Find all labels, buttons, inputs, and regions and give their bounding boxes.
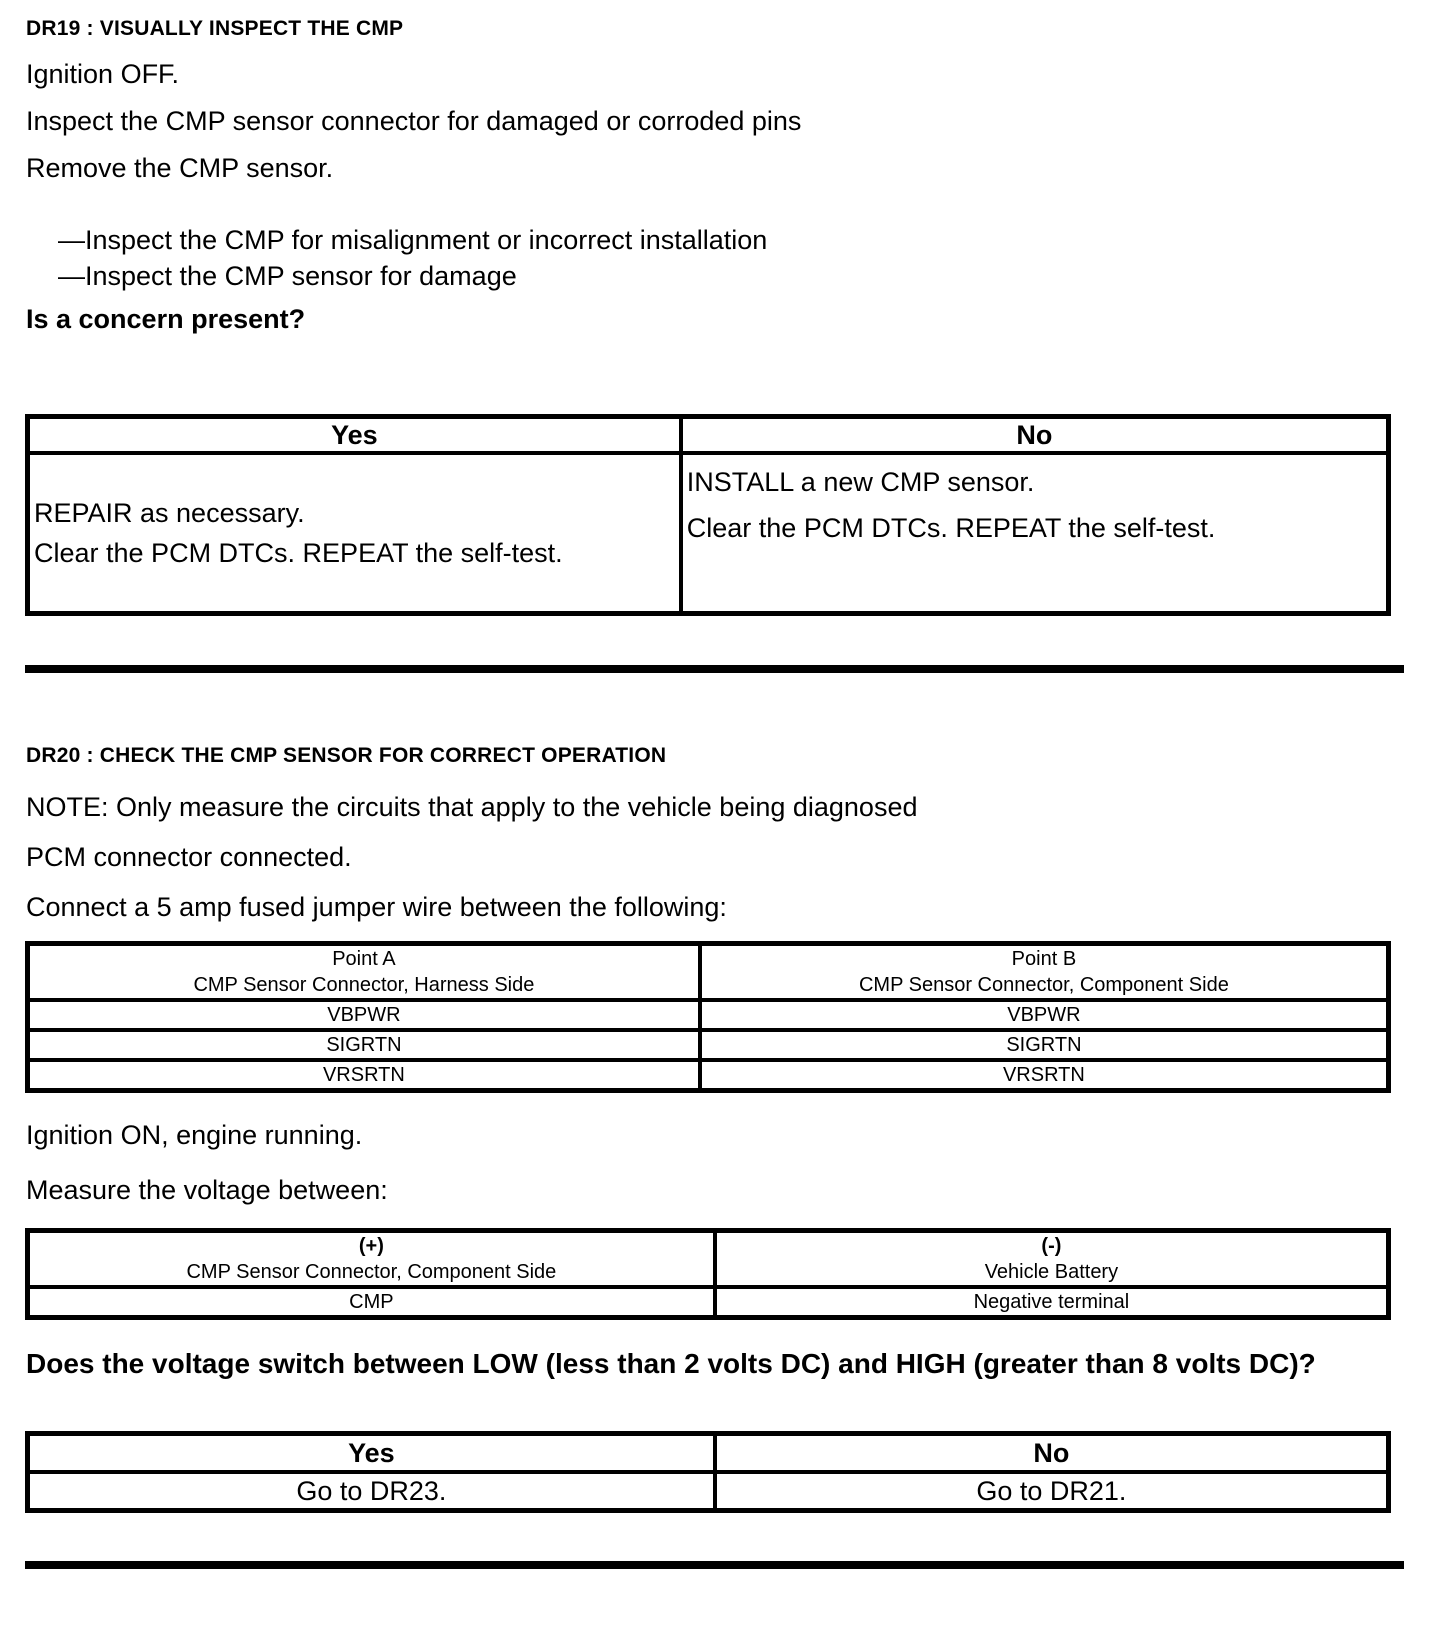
table-body-row — [28, 1472, 1389, 1511]
dr19-paragraph-ignition-off: Ignition OFF. — [26, 59, 180, 89]
result-cell-no: Go to DR21. — [715, 1472, 1389, 1511]
dr19-decision-table — [25, 414, 1391, 616]
circuit-cell: VRSRTN — [700, 1060, 1389, 1091]
section-divider — [25, 665, 1404, 673]
yes-action-line: Clear the PCM DTCs. REPEAT the self-test. — [34, 538, 563, 568]
circuit-cell: SIGRTN — [700, 1030, 1389, 1060]
voltage-measurement-table — [25, 1228, 1391, 1320]
yes-action-line: REPAIR as necessary. — [34, 498, 305, 528]
dr19-dash-list — [58, 222, 1440, 294]
circuit-cell: SIGRTN — [28, 1030, 700, 1060]
table-header-row — [28, 1434, 1389, 1473]
dr20-paragraph-ignition-on: Ignition ON, engine running. — [26, 1120, 363, 1150]
result-header-no: No — [715, 1434, 1389, 1473]
table-row — [28, 1000, 1389, 1030]
measure-point-cell: CMP — [28, 1287, 715, 1318]
step-dr20-heading: DR20 : CHECK THE CMP SENSOR FOR CORRECT OPERATION — [26, 744, 667, 767]
jumper-header-point-a — [28, 944, 700, 1001]
step-dr19-heading: DR19 : VISUALLY INSPECT THE CMP — [26, 17, 404, 40]
table-header-row — [28, 417, 1389, 454]
dr19-paragraph-remove-sensor: Remove the CMP sensor. — [26, 153, 334, 183]
negative-subtitle: Vehicle Battery — [984, 1261, 1119, 1283]
table-header-row — [28, 1231, 1389, 1288]
table-row — [28, 1030, 1389, 1060]
plus-sign-label: (+) — [358, 1235, 384, 1257]
minus-sign-label: (-) — [1041, 1235, 1062, 1257]
decision-header-no: No — [681, 417, 1389, 454]
circuit-cell: VBPWR — [28, 1000, 700, 1030]
point-b-title: Point B — [1011, 948, 1077, 970]
voltage-header-positive — [28, 1231, 715, 1288]
dr20-note: NOTE: Only measure the circuits that apply to the vehicle being diagnosed — [26, 792, 918, 822]
dr20-question: Does the voltage switch between LOW (less than 2 volts DC) and HIGH (greater than 8 volts DC)? — [26, 1348, 1316, 1379]
circuit-cell: VBPWR — [700, 1000, 1389, 1030]
dr19-paragraph-inspect-connector: Inspect the CMP sensor connector for damaged or corroded pins — [26, 106, 802, 136]
positive-subtitle: CMP Sensor Connector, Component Side — [186, 1261, 557, 1283]
point-a-title: Point A — [332, 948, 396, 970]
decision-cell-no — [681, 453, 1389, 614]
jumper-header-point-b — [700, 944, 1389, 1001]
dash-item-damage: —Inspect the CMP sensor for damage — [58, 261, 517, 291]
dr20-paragraph-measure-voltage: Measure the voltage between: — [26, 1175, 388, 1205]
no-action-line: Clear the PCM DTCs. REPEAT the self-test. — [686, 513, 1216, 543]
measure-point-cell: Negative terminal — [715, 1287, 1389, 1318]
table-row — [28, 1287, 1389, 1318]
dash-item-misalignment: —Inspect the CMP for misalignment or incorrect installation — [58, 225, 768, 255]
point-a-subtitle: CMP Sensor Connector, Harness Side — [193, 974, 535, 996]
dr20-result-table — [25, 1431, 1391, 1513]
point-b-subtitle: CMP Sensor Connector, Component Side — [858, 974, 1229, 996]
table-header-row — [28, 944, 1389, 1001]
no-action-line: INSTALL a new CMP sensor. — [686, 467, 1035, 497]
section-divider — [25, 1561, 1404, 1569]
dr20-paragraph-connect-jumper: Connect a 5 amp fused jumper wire between the following: — [26, 892, 727, 922]
table-body-row — [28, 453, 1389, 614]
decision-header-yes: Yes — [28, 417, 681, 454]
circuit-cell: VRSRTN — [28, 1060, 700, 1091]
dr20-paragraph-pcm-connected: PCM connector connected. — [26, 842, 352, 872]
result-cell-yes: Go to DR23. — [28, 1472, 715, 1511]
table-row — [28, 1060, 1389, 1091]
dr19-question: Is a concern present? — [26, 304, 306, 334]
voltage-header-negative — [715, 1231, 1389, 1288]
jumper-wire-table — [25, 941, 1391, 1093]
decision-cell-yes — [28, 453, 681, 614]
result-header-yes: Yes — [28, 1434, 715, 1473]
